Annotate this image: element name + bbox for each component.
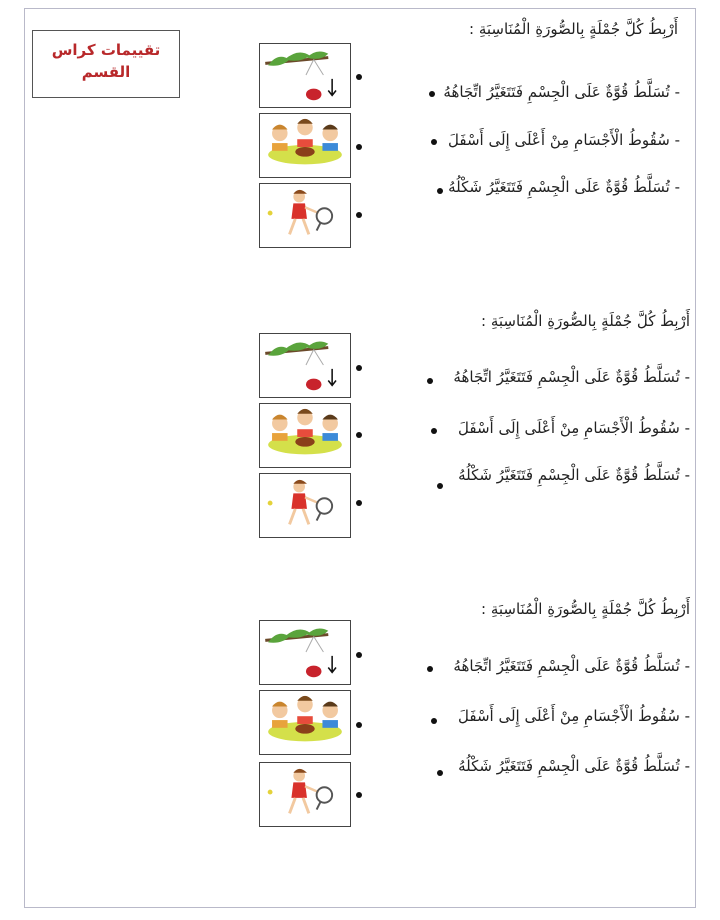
picture-match-dot[interactable] — [356, 365, 362, 371]
falling-fruit-picture — [259, 43, 351, 108]
stamp-line-1: تقييمات كراس — [51, 41, 161, 59]
sentence-match-dot[interactable] — [431, 139, 437, 145]
picture-match-dot[interactable] — [356, 722, 362, 728]
picture-match-dot[interactable] — [356, 792, 362, 798]
picture-match-dot[interactable] — [356, 212, 362, 218]
children-kneading-dough-picture — [259, 113, 351, 178]
exercise-instruction: أَرْبِطُ كُلَّ جُمْلَةٍ بِالصُّورَةِ الْمُنَاسِبَةِ : — [469, 20, 678, 38]
sentence: - تُسَلَّطُ قُوَّةٌ عَلَى الْجِسْمِ فَتَتَغَيَّرُ اتِّجَاهُهُ — [453, 368, 690, 386]
tennis-player-picture — [259, 473, 351, 538]
picture-match-dot[interactable] — [356, 432, 362, 438]
picture-match-dot[interactable] — [356, 74, 362, 80]
sentence-match-dot[interactable] — [437, 770, 443, 776]
picture-match-dot[interactable] — [356, 500, 362, 506]
sentence-match-dot[interactable] — [427, 378, 433, 384]
sentence: - تُسَلَّطُ قُوَّةٌ عَلَى الْجِسْمِ فَتَتَغَيَّرُ شَكْلُهُ — [458, 757, 690, 775]
sentence-match-dot[interactable] — [429, 91, 435, 97]
class-evaluation-stamp — [32, 30, 180, 98]
sentence-match-dot[interactable] — [437, 483, 443, 489]
sentence-match-dot[interactable] — [437, 188, 443, 194]
falling-fruit-picture — [259, 333, 351, 398]
sentence-match-dot[interactable] — [431, 428, 437, 434]
tennis-player-picture — [259, 762, 351, 827]
sentence: - سُقُوطُ الْأَجْسَامِ مِنْ أَعْلَى إِلَى أَسْفَلَ — [448, 131, 680, 149]
stamp-line-2: القسم — [81, 63, 131, 81]
exercise-instruction: أَرْبِطُ كُلَّ جُمْلَةٍ بِالصُّورَةِ الْمُنَاسِبَةِ : — [481, 312, 690, 330]
falling-fruit-picture — [259, 620, 351, 685]
tennis-player-picture — [259, 183, 351, 248]
sentence: - تُسَلَّطُ قُوَّةٌ عَلَى الْجِسْمِ فَتَتَغَيَّرُ اتِّجَاهُهُ — [453, 657, 690, 675]
sentence-match-dot[interactable] — [427, 666, 433, 672]
children-kneading-dough-picture — [259, 690, 351, 755]
exercise-instruction: أَرْبِطُ كُلَّ جُمْلَةٍ بِالصُّورَةِ الْمُنَاسِبَةِ : — [481, 600, 690, 618]
sentence-match-dot[interactable] — [431, 718, 437, 724]
children-kneading-dough-picture — [259, 403, 351, 468]
sentence: - تُسَلَّطُ قُوَّةٌ عَلَى الْجِسْمِ فَتَتَغَيَّرُ شَكْلُهُ — [458, 466, 690, 484]
sentence: - سُقُوطُ الْأَجْسَامِ مِنْ أَعْلَى إِلَى أَسْفَلَ — [458, 419, 690, 437]
sentence: - تُسَلَّطُ قُوَّةٌ عَلَى الْجِسْمِ فَتَتَغَيَّرُ اتِّجَاهُهُ — [443, 83, 680, 101]
picture-match-dot[interactable] — [356, 652, 362, 658]
picture-match-dot[interactable] — [356, 144, 362, 150]
sentence: - تُسَلَّطُ قُوَّةٌ عَلَى الْجِسْمِ فَتَتَغَيَّرُ شَكْلُهُ — [448, 178, 680, 196]
sentence: - سُقُوطُ الْأَجْسَامِ مِنْ أَعْلَى إِلَى أَسْفَلَ — [458, 707, 690, 725]
